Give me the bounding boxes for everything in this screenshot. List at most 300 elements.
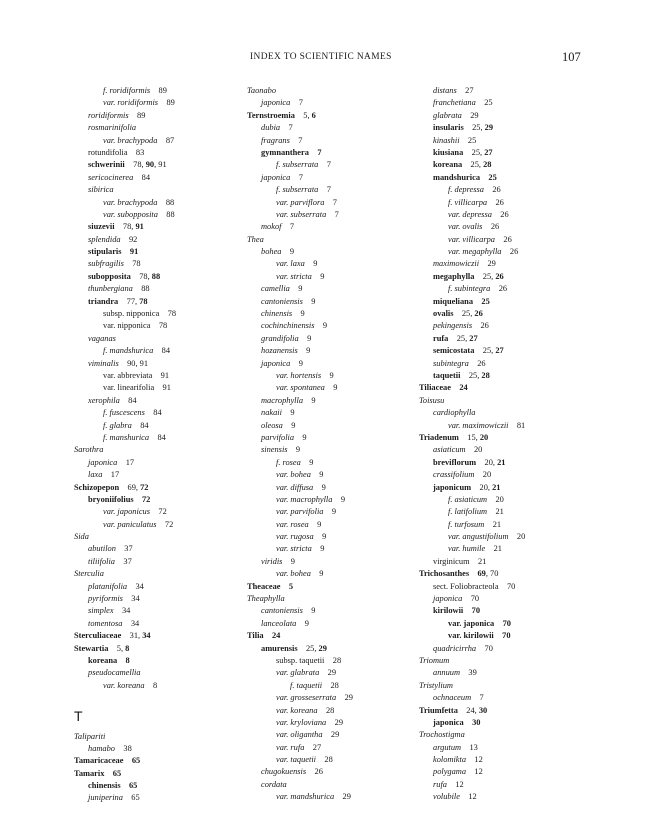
entry-pages — [473, 297, 490, 306]
page-ref: 13 — [469, 742, 478, 752]
index-entry — [419, 643, 589, 655]
entry-pages — [484, 520, 501, 529]
page-ref: 88 — [151, 271, 161, 281]
index-entry — [419, 506, 589, 518]
entry-pages: 78, 91 — [122, 222, 144, 232]
page-ref: 12 — [468, 792, 477, 802]
entry-pages — [158, 98, 175, 107]
entry-pages — [123, 756, 140, 765]
entry-name: Triomum — [419, 655, 450, 665]
page-ref: 25 — [482, 346, 492, 356]
page-ref: 72 — [158, 507, 167, 517]
entry-pages — [122, 619, 139, 628]
page-ref: 7 — [288, 123, 293, 133]
page-ref: 9 — [307, 333, 312, 343]
index-entry — [74, 85, 244, 97]
index-entry — [74, 159, 244, 171]
page-ref: 65 — [131, 756, 141, 766]
entry-name: japonica — [88, 457, 118, 467]
entry-pages — [121, 235, 138, 244]
index-entry — [74, 221, 244, 233]
index-entry — [419, 333, 589, 345]
index-entry — [247, 209, 417, 221]
index-entry — [74, 296, 244, 308]
index-entry — [419, 308, 589, 320]
index-entry — [247, 333, 417, 345]
entry-pages — [154, 383, 171, 392]
entry-pages — [149, 433, 166, 442]
page-ref: 9 — [317, 519, 322, 529]
page-ref: 26 — [474, 309, 483, 319]
entry-pages — [303, 297, 316, 306]
entry-pages — [309, 148, 322, 157]
entry-pages — [336, 693, 353, 702]
page-ref: 9 — [306, 346, 311, 356]
entry-name: var. kirilowii — [448, 631, 494, 641]
page-ref: 7 — [298, 98, 303, 108]
entry-pages — [323, 507, 336, 516]
index-entry — [419, 135, 589, 147]
index-entry — [419, 605, 589, 617]
entry-pages — [460, 792, 477, 801]
entry-pages — [102, 470, 119, 479]
entry-name: var. rosea — [276, 519, 309, 529]
page-ref: 9 — [298, 284, 303, 294]
page-ref: 12 — [474, 755, 483, 765]
index-entry — [247, 506, 417, 518]
index-entry — [247, 358, 417, 370]
page-ref: 8 — [152, 680, 158, 690]
page-ref: 9 — [311, 606, 316, 616]
entry-name: megaphylla — [433, 271, 475, 281]
page-ref: 9 — [319, 569, 324, 579]
page-ref: 88 — [141, 284, 150, 294]
entry-name: f. mandshurica — [103, 346, 154, 356]
entry-name: f. roridiformis — [103, 86, 151, 95]
entry-name: var. abbreviata — [103, 370, 153, 380]
entry-name: Taonabo — [247, 86, 277, 95]
entry-name: maximowicziі — [433, 259, 480, 269]
entry-name: xerophila — [88, 395, 120, 405]
page-ref: 9 — [311, 395, 316, 405]
page-ref: 24 — [459, 383, 468, 393]
index-entry — [419, 766, 589, 778]
page-ref: 29 — [344, 693, 353, 703]
index-entry — [419, 97, 589, 109]
index-entry — [247, 531, 417, 543]
entry-name: var. japonica — [448, 618, 495, 628]
entry-pages — [298, 346, 311, 355]
entry-name: Schizopepon — [74, 482, 120, 492]
index-entry — [419, 382, 589, 394]
entry-name: parvifolia — [261, 432, 295, 442]
entry-name: f. subintegra — [448, 284, 491, 294]
entry-pages — [326, 210, 339, 219]
page-ref: 20 — [473, 445, 483, 455]
index-entry — [74, 494, 244, 506]
index-entry — [247, 605, 417, 617]
index-entry — [247, 296, 417, 308]
index-entry — [247, 766, 417, 778]
entry-name: hozanensis — [261, 346, 298, 356]
index-entry — [419, 791, 589, 803]
entry-name: Tamaricaceae — [74, 756, 124, 766]
entry-name: var. rugosa — [276, 532, 314, 542]
entry-pages — [319, 668, 336, 677]
page-ref: 72 — [141, 494, 151, 504]
entry-name: var. mandshurica — [276, 792, 335, 802]
entry-pages — [463, 606, 480, 615]
entry-pages — [312, 272, 325, 281]
index-entry — [74, 234, 244, 246]
index-entry — [419, 395, 589, 407]
page-ref: 7 — [326, 160, 331, 170]
entry-name: semicostata — [433, 346, 475, 356]
page-ref: 20 — [484, 457, 493, 467]
entry-pages — [447, 780, 464, 789]
entry-name: tiliifolia — [88, 556, 115, 566]
page-ref: 83 — [135, 147, 145, 157]
entry-pages — [334, 792, 351, 801]
index-entry — [419, 258, 589, 270]
entry-pages — [292, 309, 305, 318]
index-entry — [247, 197, 417, 209]
index-entry — [74, 432, 244, 444]
entry-pages — [306, 767, 323, 776]
index-entry — [419, 85, 589, 97]
entry-pages — [152, 371, 169, 380]
page-ref: 24 — [466, 705, 475, 715]
page-ref: 88 — [166, 209, 175, 219]
entry-pages — [324, 198, 337, 207]
page-ref: 65 — [112, 768, 122, 778]
page-ref: 88 — [165, 197, 175, 207]
page-ref: 7 — [298, 172, 303, 182]
page-ref: 20 — [479, 432, 489, 442]
page-ref: 9 — [295, 445, 301, 455]
index-entry — [419, 110, 589, 122]
entry-name: japonica — [261, 98, 291, 108]
entry-name: thunbergiana — [88, 284, 133, 294]
index-entry — [74, 469, 244, 481]
index-entry — [74, 667, 244, 679]
index-entry — [74, 197, 244, 209]
page-ref: 70 — [470, 594, 480, 604]
entry-pages — [313, 483, 326, 492]
entry-pages — [461, 743, 478, 752]
entry-pages: 25, 28 — [470, 160, 492, 170]
entry-pages — [332, 495, 345, 504]
entry-pages — [281, 222, 294, 231]
entry-name: subfragilis — [88, 259, 124, 269]
entry-pages — [460, 668, 477, 677]
entry-name: var. parviflora — [276, 197, 325, 207]
entry-name: subopposita — [88, 271, 131, 281]
index-entry — [419, 444, 589, 456]
entry-name: Theaphylla — [247, 594, 285, 604]
entry-name: koreana — [433, 160, 463, 170]
page-ref: 5 — [303, 110, 308, 120]
index-entry — [247, 482, 417, 494]
entry-name: japonica — [261, 358, 291, 368]
index-entry — [74, 743, 244, 755]
entry-name: macrophylla — [261, 395, 304, 405]
page-ref: 7 — [317, 147, 322, 157]
page-ref: 21 — [493, 544, 502, 554]
entry-pages: 25, 29 — [472, 123, 494, 133]
page-ref: 90 — [127, 358, 136, 368]
entry-pages — [316, 755, 333, 764]
index-entry — [419, 729, 589, 741]
page-ref: 29 — [342, 792, 351, 802]
page-ref: 29 — [484, 123, 494, 133]
page-ref: 78 — [132, 259, 141, 269]
index-entry — [74, 457, 244, 469]
entry-name: var. laxa — [276, 259, 305, 269]
entry-pages — [476, 644, 493, 653]
entry-name: subintegra — [433, 358, 469, 368]
page-ref: 84 — [141, 172, 151, 182]
entry-name: f. asiaticum — [448, 494, 488, 504]
index-entry — [419, 407, 589, 419]
entry-pages — [145, 681, 158, 690]
page-ref: 27 — [484, 147, 493, 157]
page-ref: 20 — [479, 482, 488, 492]
index-entry — [247, 692, 417, 704]
page-ref: 9 — [304, 618, 309, 628]
page-ref: 28 — [325, 705, 335, 715]
index-entry — [419, 482, 589, 494]
page-ref: 17 — [110, 470, 120, 480]
entry-pages — [303, 606, 316, 615]
entry-pages — [280, 123, 293, 132]
entry-name: tomentosa — [88, 618, 123, 628]
index-entry — [419, 469, 589, 481]
entry-name: f. manshurica — [103, 432, 150, 442]
index-entry — [419, 122, 589, 134]
entry-pages: 78, 88 — [139, 271, 161, 281]
page-ref: 9 — [321, 482, 326, 492]
entry-name: Sarothra — [74, 445, 104, 455]
index-entry — [247, 630, 417, 642]
index-entry — [419, 568, 589, 580]
index-entry — [74, 110, 244, 122]
page-number: 107 — [562, 50, 581, 64]
entry-name: Ternstroemia — [247, 110, 295, 120]
entry-name: var. grosseserrata — [276, 693, 337, 703]
entry-pages — [281, 582, 294, 591]
entry-pages: 31, 34 — [129, 631, 151, 641]
entry-name: f. subserrata — [276, 160, 319, 170]
entry-pages — [127, 582, 144, 591]
index-entry — [74, 172, 244, 184]
entry-name: Tiliaceae — [419, 383, 451, 393]
entry-pages — [487, 198, 504, 207]
page-ref: 25 — [461, 309, 471, 319]
page-ref: 9 — [322, 321, 328, 331]
entry-name: abutilon — [88, 544, 116, 554]
entry-name: grandifolia — [261, 333, 299, 343]
entry-pages — [451, 383, 468, 392]
entry-name: rufa — [433, 333, 449, 343]
index-entry — [74, 543, 244, 555]
index-entry — [419, 246, 589, 258]
index-entry — [74, 630, 244, 642]
index-entry — [419, 543, 589, 555]
page-ref: 78 — [139, 271, 148, 281]
page-ref: 89 — [166, 98, 175, 108]
index-entry — [74, 395, 244, 407]
index-entry — [74, 655, 244, 667]
page-ref: 87 — [165, 135, 175, 145]
entry-name: pekingensis — [433, 321, 473, 331]
index-entry — [247, 407, 417, 419]
page-ref: 90 — [145, 160, 155, 170]
index-entry — [419, 742, 589, 754]
entry-pages — [290, 136, 303, 145]
index-entry — [247, 568, 417, 580]
entry-pages — [457, 86, 474, 95]
entry-pages — [122, 247, 139, 256]
page-ref: 70 — [484, 643, 493, 653]
index-entry — [419, 159, 589, 171]
index-entry — [247, 271, 417, 283]
page-ref: 84 — [153, 408, 162, 418]
entry-name: crassifolium — [433, 470, 475, 480]
entry-name: var. hortensis — [276, 370, 322, 380]
index-entry — [247, 643, 417, 655]
page-ref: 7 — [479, 693, 484, 703]
entry-pages — [157, 136, 174, 145]
index-entry — [419, 556, 589, 568]
entry-name: virginicum — [433, 556, 470, 566]
entry-name: japonica — [433, 594, 463, 604]
index-entry — [247, 705, 417, 717]
entry-pages — [281, 247, 294, 256]
page-ref: 26 — [477, 358, 486, 368]
entry-pages — [150, 86, 167, 95]
entry-name: simplex — [88, 606, 114, 616]
entry-name: gymnanthera — [261, 147, 309, 157]
page-ref: 78 — [122, 222, 132, 232]
index-entry — [74, 780, 244, 792]
entry-pages — [322, 681, 339, 690]
entry-name: f. taquetii — [290, 680, 323, 690]
entry-name: var. depressa — [448, 209, 492, 219]
index-entry — [247, 754, 417, 766]
index-entry — [247, 742, 417, 754]
index-entry — [247, 543, 417, 555]
entry-name: f. villicarpa — [448, 197, 488, 207]
entry-name: var. brachypoda — [103, 197, 158, 207]
entry-name: bryoniifolius — [88, 494, 134, 504]
entry-pages — [508, 421, 525, 430]
index-entry — [419, 184, 589, 196]
page-ref: 9 — [320, 271, 325, 281]
entry-name: cochinchinensis — [261, 321, 315, 331]
entry-name: japonica — [433, 717, 464, 727]
index-entry — [74, 519, 244, 531]
index-entry — [247, 85, 417, 97]
entry-name: distans — [433, 86, 457, 95]
page-ref: 20 — [516, 532, 526, 542]
page-ref: 78 — [158, 321, 168, 331]
page-ref: 7 — [332, 197, 337, 207]
page-ref: 34 — [130, 618, 140, 628]
page-ref: 26 — [498, 284, 508, 294]
page-ref: 9 — [322, 532, 327, 542]
entry-pages — [325, 383, 338, 392]
entry-pages — [311, 470, 324, 479]
entry-name: Triadenum — [419, 432, 459, 442]
page-ref: 91 — [160, 370, 170, 380]
entry-pages — [299, 334, 312, 343]
page-ref: 72 — [164, 519, 174, 529]
index-entry — [74, 593, 244, 605]
page-ref: 26 — [509, 247, 519, 257]
index-entry — [74, 308, 244, 320]
entry-name: asiaticum — [433, 445, 466, 455]
page-ref: 84 — [128, 395, 137, 405]
entry-name: Trochostigma — [419, 730, 465, 740]
entry-pages — [303, 396, 316, 405]
index-entry — [247, 779, 417, 791]
entry-name: sibirica — [88, 185, 114, 195]
entry-name: cantoniensis — [261, 606, 303, 616]
index-entry — [74, 581, 244, 593]
entry-name: Tristylium — [419, 680, 453, 690]
entry-pages — [123, 793, 140, 802]
entry-pages — [460, 136, 477, 145]
page-ref: 5 — [116, 643, 121, 653]
entry-name: var. japonicus — [103, 507, 150, 517]
page-ref: 89 — [137, 110, 146, 120]
entry-pages — [315, 321, 328, 330]
entry-name: var. stricta — [276, 271, 312, 281]
index-entry — [419, 420, 589, 432]
page-ref: 17 — [125, 457, 135, 467]
entry-name: f. depressa — [448, 185, 484, 195]
entry-pages — [120, 396, 137, 405]
entry-name: vaganas — [88, 333, 116, 343]
entry-pages — [117, 458, 134, 467]
index-entry — [419, 655, 589, 667]
index-entry — [74, 333, 244, 345]
entry-pages — [480, 173, 497, 182]
index-entry — [247, 370, 417, 382]
index-entry — [419, 271, 589, 283]
entry-pages — [290, 173, 303, 182]
page-ref: 26 — [503, 234, 512, 244]
entry-pages — [158, 210, 175, 219]
page-ref: 9 — [300, 309, 305, 319]
entry-pages — [290, 284, 303, 293]
page-ref: 26 — [314, 767, 323, 777]
entry-pages — [134, 495, 151, 504]
page-ref: 25 — [305, 643, 315, 653]
entry-name: fragrans — [261, 135, 290, 145]
entry-name: kolomikta — [433, 755, 467, 765]
entry-name: var. subopposita — [103, 209, 158, 219]
entry-name: Stewartia — [74, 643, 109, 653]
entry-name: chugokuensis — [261, 767, 307, 777]
entry-name: miqueliana — [433, 296, 474, 306]
entry-name: roridiformis — [88, 110, 129, 120]
page-ref: 70 — [471, 606, 480, 616]
page-ref: 70 — [506, 581, 516, 591]
page-ref: 28 — [330, 680, 339, 690]
index-entry — [74, 209, 244, 221]
